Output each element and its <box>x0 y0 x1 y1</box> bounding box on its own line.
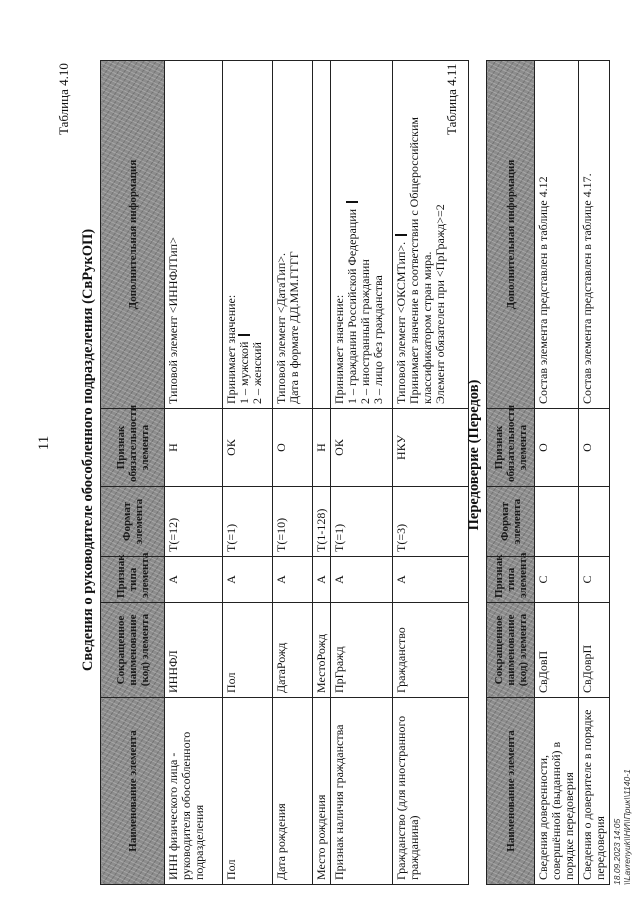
row-required: О <box>535 409 579 487</box>
row-required: Н <box>165 409 223 487</box>
row-name: Гражданство (для иностранного гражданина) <box>393 698 469 885</box>
row-info <box>165 61 223 409</box>
row-type: С <box>535 557 579 603</box>
row-type: С <box>579 557 610 603</box>
row-format: T(=12) <box>165 487 223 557</box>
table-4-11-caption: Передоверие (Передов) <box>466 379 482 531</box>
row-type: А <box>393 557 469 603</box>
info-line: Принимает значение: <box>332 294 346 404</box>
footer-stamp <box>612 769 632 885</box>
info-line: Принимает значение в соответствии с Общероссийским классификатором стран мира. <box>407 117 434 404</box>
table-4-10-caption: Сведения о руководителе обособленного подразделения (СвРукОП) <box>80 228 96 672</box>
row-code: Гражданство <box>393 603 469 698</box>
row-type: А <box>273 557 313 603</box>
header-required: Признак обязательности элемента <box>487 409 535 487</box>
row-code: ДатаРожд <box>273 603 313 698</box>
row-type: А <box>313 557 331 603</box>
row-name: Сведения доверенности, совершённой (выданной) в порядке передоверия <box>535 698 579 885</box>
row-code: ПрГражд <box>331 603 393 698</box>
row-format <box>579 487 610 557</box>
table-row <box>273 61 313 885</box>
header-info: Дополнительная информация <box>487 61 535 409</box>
table-row <box>165 61 223 885</box>
table-row <box>535 61 579 885</box>
table-row <box>313 61 331 885</box>
table-row <box>579 61 610 885</box>
row-name: Место рождения <box>313 698 331 885</box>
page-number: 11 <box>36 435 52 451</box>
row-code: СвДовП <box>535 603 579 698</box>
header-info: Дополнительная информация <box>101 61 165 409</box>
row-format: T(=10) <box>273 487 313 557</box>
info-line: Типовой элемент <ДатаТип>. <box>274 252 288 404</box>
header-code: Сокращенное наименование (код) элемента <box>101 603 165 698</box>
info-line: Типовой элемент <ОКСМТип>. <box>394 241 408 404</box>
info-line: Элемент обязателен при <ПрГражд>=2 <box>433 204 447 404</box>
row-name: Пол <box>223 698 273 885</box>
row-required: О <box>273 409 313 487</box>
header-name: Наименование элемента <box>487 698 535 885</box>
table-4-11-label: Таблица 4.11 <box>444 63 459 135</box>
info-line: 1 – мужской <box>237 341 251 404</box>
row-format: T(1-128) <box>313 487 331 557</box>
table-4-11 <box>486 60 610 885</box>
footer-path: \\Lavrenyuk\\НИ\\Прик\\1140-1 <box>622 769 632 885</box>
header-type: Признак типа элемента <box>101 557 165 603</box>
row-format: T(=1) <box>331 487 393 557</box>
row-required: ОК <box>331 409 393 487</box>
info-line: Принимает значение: <box>224 294 238 404</box>
bar-mark <box>346 201 358 203</box>
table-4-10 <box>100 60 469 885</box>
row-type: А <box>331 557 393 603</box>
row-required: О <box>579 409 610 487</box>
row-name: ИНН физического лица - руководителя обособленного подразделения <box>165 698 223 885</box>
row-code: СвДоврП <box>579 603 610 698</box>
header-required: Признак обязательности элемента <box>101 409 165 487</box>
info-line: 1 – гражданин Российской Федерации <box>345 208 359 404</box>
row-code: Пол <box>223 603 273 698</box>
table-4-10-label: Таблица 4.10 <box>56 63 71 135</box>
header-format: Формат элемента <box>101 487 165 557</box>
row-type: А <box>223 557 273 603</box>
bar-mark <box>238 334 250 336</box>
table-row <box>223 61 273 885</box>
table-header-row <box>487 61 535 885</box>
bar-mark <box>395 234 407 236</box>
header-code: Сокращенное наименование (код) элемента <box>487 603 535 698</box>
row-name: Признак наличия гражданства <box>331 698 393 885</box>
header-type: Признак типа элемента <box>487 557 535 603</box>
info-line: Типовой элемент <ИННФЛТип> <box>166 237 180 404</box>
row-info <box>223 61 273 409</box>
row-required: НКУ <box>393 409 469 487</box>
footer-date: 18.09.2023 14:05 <box>612 818 622 885</box>
row-code: ИННФЛ <box>165 603 223 698</box>
row-format <box>535 487 579 557</box>
row-info <box>331 61 393 409</box>
header-name: Наименование элемента <box>101 698 165 885</box>
row-info <box>273 61 313 409</box>
row-name: Дата рождения <box>273 698 313 885</box>
row-type: А <box>165 557 223 603</box>
table-row <box>331 61 393 885</box>
table-row <box>393 61 469 885</box>
row-required: ОК <box>223 409 273 487</box>
row-info <box>313 61 331 409</box>
info-line: 2 – иностранный гражданин <box>358 259 372 404</box>
row-info: Состав элемента представлен в таблице 4.17. <box>579 61 610 409</box>
info-line: 2 – женский <box>250 342 264 404</box>
row-format: T(=1) <box>223 487 273 557</box>
info-line: 3 – лицо без гражданства <box>371 275 385 404</box>
table-header-row <box>101 61 165 885</box>
row-required: Н <box>313 409 331 487</box>
header-format: Формат элемента <box>487 487 535 557</box>
row-info: Состав элемента представлен в таблице 4.12 <box>535 61 579 409</box>
row-code: МестоРожд <box>313 603 331 698</box>
row-name: Сведения о доверителе в порядке передоверия <box>579 698 610 885</box>
info-line: Дата в формате ДД.ММ.ГГГГ <box>287 251 301 404</box>
row-format: T(=3) <box>393 487 469 557</box>
